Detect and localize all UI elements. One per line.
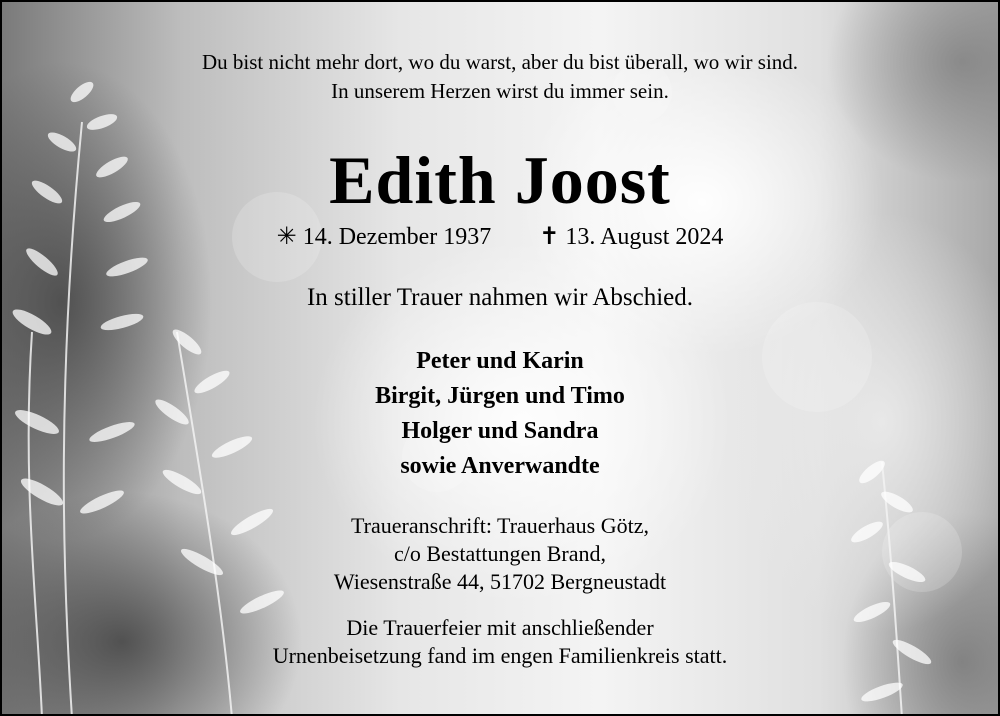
ceremony-line: Urnenbeisetzung fand im engen Familienkreis statt. <box>272 643 728 668</box>
birth-date: 14. Dezember 1937 <box>302 224 492 250</box>
death-date: 13. August 2024 <box>565 224 724 250</box>
death-cross-icon: ✝ <box>539 224 560 250</box>
ceremony-note <box>2 614 998 670</box>
ceremony-line: Die Trauerfeier mit anschließender <box>346 615 654 640</box>
quote-line-2: In unserem Herzen wirst du immer sein. <box>331 79 669 103</box>
mourners-list <box>2 344 998 484</box>
deceased-name: Edith Joost <box>329 142 671 218</box>
mourner-line: Birgit, Jürgen und Timo <box>375 383 625 409</box>
birth-star-icon: ✳ <box>276 224 297 250</box>
mourner-line: Holger und Sandra <box>401 418 599 444</box>
address-line: c/o Bestattungen Brand, <box>393 541 606 566</box>
condolence-address <box>2 512 998 596</box>
life-dates <box>2 222 998 252</box>
mourner-line: Peter und Karin <box>416 348 584 374</box>
address-line: Traueranschrift: Trauerhaus Götz, <box>351 513 649 538</box>
memorial-quote <box>2 48 998 106</box>
mourner-line: sowie Anverwandte <box>400 453 600 479</box>
address-line: Wiesenstraße 44, 51702 Bergneustadt <box>333 569 667 594</box>
farewell-statement: In stiller Trauer nahmen wir Abschied. <box>306 284 694 311</box>
quote-line-1: Du bist nicht mehr dort, wo du warst, aber du bist überall, wo wir sind. <box>201 50 799 74</box>
